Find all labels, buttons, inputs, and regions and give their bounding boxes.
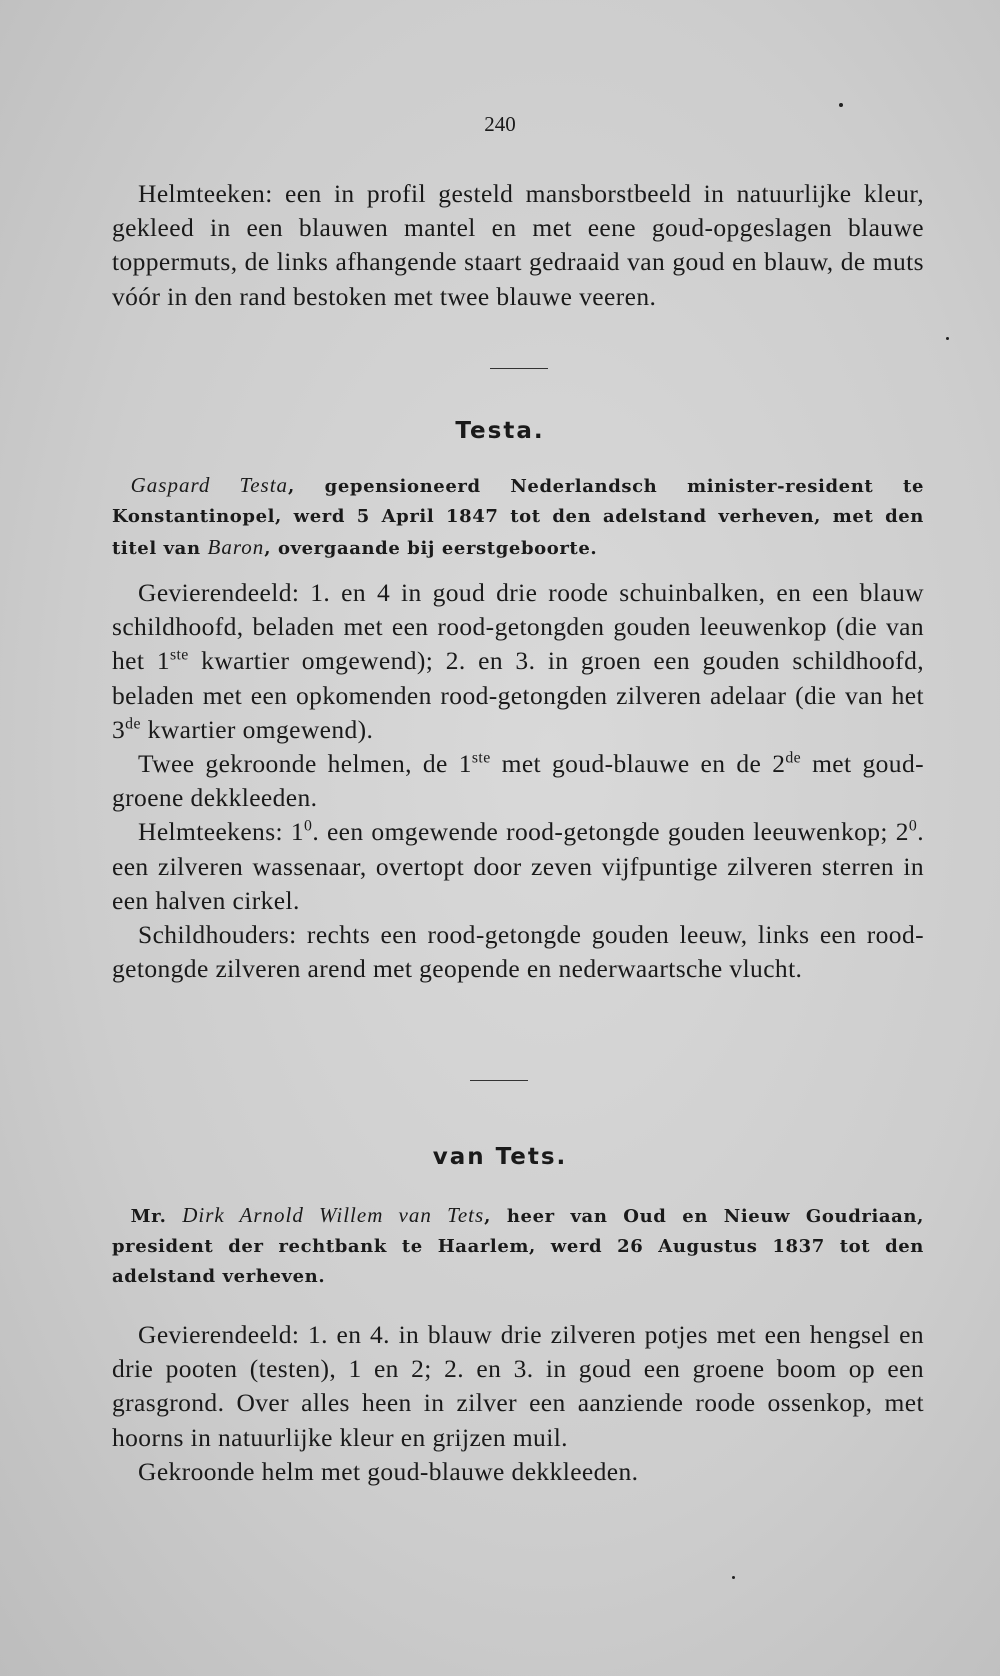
ink-speck [839, 103, 843, 107]
title-name: Baron [207, 535, 265, 559]
blazon-supporters: Schildhouders: rechts een rood-getongde gouden leeuw, links een rood-getongde zilveren arend met geopende en nederwaartsche vlucht. [112, 920, 924, 984]
intro-text: , heer van Oud en Nieuw Goudriaan, president der rechtbank te Haarlem, werd 26 Augustus 1837 tot den adelstand verheven. [112, 1206, 924, 1287]
superscript: ste [471, 749, 491, 767]
superscript: de [785, 749, 802, 767]
ink-speck [946, 337, 949, 340]
superscript: 0 [304, 817, 313, 835]
continuation-paragraph: Helmteeken: een in profil gesteld mansborstbeeld in natuurlijke kleur, gekleed in een blauwen mantel en met eene goud-opgeslagen blauwe toppermuts, de links afhangende staart gedraaid van goud en blauw, de muts vóór in den rand bestoken met twee blauwe veeren. [112, 179, 924, 311]
text-run: . een omgewende rood-getongde gouden leeuwenkop; 2 [312, 817, 909, 847]
testa-intro [112, 470, 924, 564]
testa-intro-block [112, 470, 924, 564]
blazon-shield: Gevierendeeld: 1. en 4. in blauw drie zilveren potjes met een hengsel en drie pooten (testen), 1 en 2; 2. en 3. in goud een groene boom op een grasgrond. Over alles heen in zilver een aanziende roode ossenkop, met hoorns in natuurlijke kleur en grijzen muil. [112, 1320, 924, 1452]
page-number: 240 [484, 112, 516, 136]
text-run: met goud-blauwe en de 2 [490, 749, 786, 779]
continuation-block [112, 177, 924, 314]
ink-speck [732, 1576, 735, 1579]
intro-text: , gepensioneerd Nederlandsch minister-resident te Konstantinopel, werd 5 April 1847 tot den adelstand verheven, met den titel van [112, 476, 925, 559]
testa-body [112, 576, 924, 986]
person-name: Dirk Arnold Willem van Tets [182, 1203, 485, 1227]
superscript: ste [169, 646, 189, 664]
van-tets-intro-block [112, 1200, 924, 1292]
person-name: Gaspard Testa [130, 473, 289, 497]
text-run: Gevierendeeld: 1. en 4 in goud drie roode schuinbalken, en een blauw schildhoofd, beladen met een rood-getongden gouden leeuwenkop (die van het 1 [112, 578, 924, 676]
blazon-crests [112, 815, 924, 918]
superscript: de [125, 715, 141, 733]
section-heading-testa: Testa. [455, 418, 545, 444]
text-run: Helmteekens: 1 [138, 817, 305, 847]
text-run: Twee gekroonde helmen, de 1 [138, 749, 472, 779]
text-run: . een zilveren wassenaar, overtopt door zeven vijfpuntige zilveren sterren in een halven cirkel. [112, 817, 924, 915]
blazon-helmet: Gekroonde helm met goud-blauwe dekkleeden. [138, 1456, 639, 1486]
intro-text-end: , overgaande bij eerstgeboorte. [264, 538, 598, 559]
van-tets-body [112, 1318, 924, 1489]
text-run: kwartier omgewend); 2. en 3. in groen een gouden schildhoofd, beladen met een opkomenden rood-getongden zilveren adelaar (die van het 3 [112, 646, 924, 744]
van-tets-intro [112, 1200, 924, 1292]
blazon-shield [112, 576, 924, 747]
text-run: met goud-groene dekkleeden. [112, 749, 924, 813]
text-run: kwartier omgewend). [140, 714, 374, 744]
section-divider [470, 1080, 528, 1081]
superscript: 0 [908, 817, 918, 835]
intro-prefix: Mr. [130, 1206, 183, 1227]
section-divider [490, 368, 548, 369]
section-heading-van-tets: van Tets. [432, 1144, 568, 1170]
blazon-helmets [112, 747, 924, 815]
